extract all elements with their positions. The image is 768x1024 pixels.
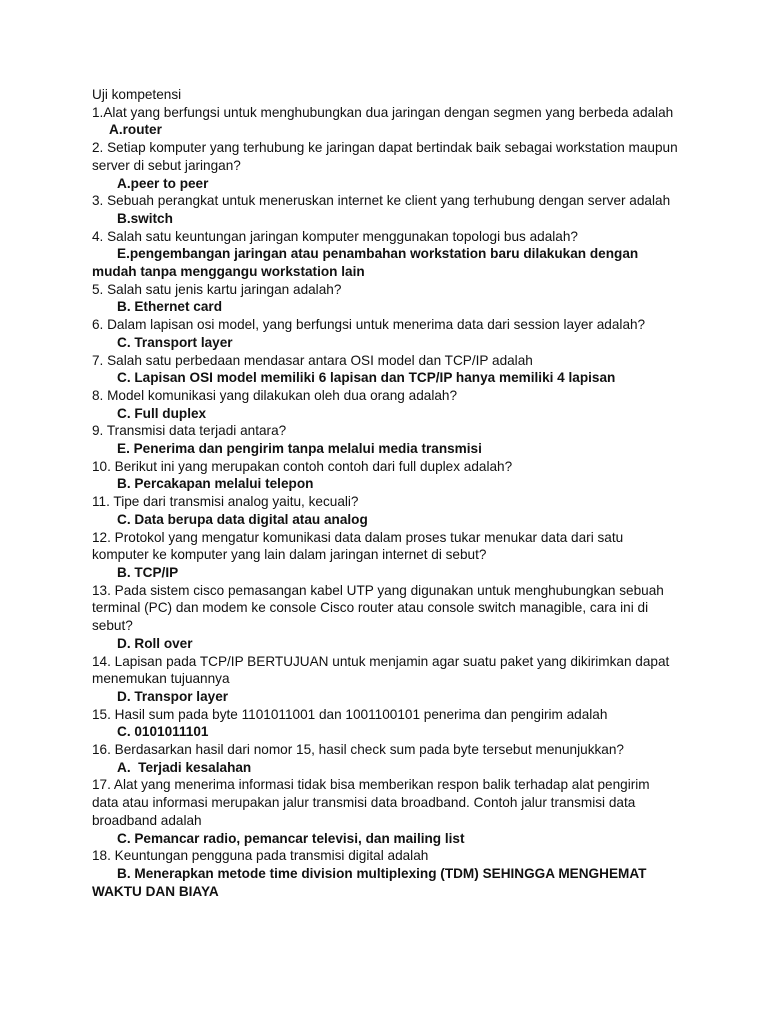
answer-text: A.peer to peer — [117, 175, 209, 191]
answer-text: A. Terjadi kesalahan — [117, 759, 252, 775]
question-text: 18. Keuntungan pengguna pada transmisi digital adalah — [92, 848, 429, 864]
question-text: 5. Salah satu jenis kartu jaringan adalah? — [92, 281, 342, 297]
answer-text: B. Ethernet card — [117, 299, 222, 315]
answer-text: D. Transpor layer — [117, 688, 229, 704]
document-title: Uji kompetensi — [92, 87, 182, 102]
question-text: 6. Dalam lapisan osi model, yang berfungsi untuk menerima data dari session layer adalah? — [92, 317, 646, 333]
question-list — [92, 104, 682, 901]
question-text: 7. Salah satu perbedaan mendasar antara OSI model dan TCP/IP adalah — [92, 352, 533, 368]
answer-text: B. Percakapan melalui telepon — [117, 476, 314, 492]
question-text: 10. Berikut ini yang merupakan contoh contoh dari full duplex adalah? — [92, 458, 513, 474]
answer-text: B.switch — [117, 210, 173, 226]
answer-text: B. TCP/IP — [117, 564, 179, 580]
question-text: 12. Protokol yang mengatur komunikasi data dalam proses tukar menukar data dari satu komputer ke komputer yang lain dalam jaringan internet di sebut? — [92, 529, 627, 563]
answer-text: D. Roll over — [117, 635, 193, 651]
document-page — [92, 86, 682, 900]
question-text: 9. Transmisi data terjadi antara? — [92, 423, 287, 439]
answer-text: E. Penerima dan pengirim tanpa melalui media transmisi — [117, 441, 482, 457]
answer-text: C. Data berupa data digital atau analog — [117, 511, 368, 527]
question-text: 11. Tipe dari transmisi analog yaitu, kecuali? — [92, 494, 359, 510]
question-text: 17. Alat yang menerima informasi tidak bisa memberikan respon balik terhadap alat pengirim data atau informasi merupakan jalur transmisi data broadband. Contoh jalur transmisi data broadband adalah — [92, 777, 654, 828]
question-text: 8. Model komunikasi yang dilakukan oleh dua orang adalah? — [92, 387, 458, 403]
answer-text: A.router — [109, 122, 162, 138]
answer-text: E.pengembangan jaringan atau penambahan workstation baru dilakukan dengan mudah tanpa menggangu workstation lain — [92, 246, 642, 280]
question-text: 13. Pada sistem cisco pemasangan kabel UTP yang digunakan untuk menghubungkan sebuah terminal (PC) dan modem ke console Cisco router atau console switch managible, cara ini di sebut? — [92, 582, 668, 634]
question-text: 16. Berdasarkan hasil dari nomor 15, hasil check sum pada byte tersebut menunjukkan? — [92, 742, 624, 758]
answer-text: C. Lapisan OSI model memiliki 6 lapisan dan TCP/IP hanya memiliki 4 lapisan — [117, 370, 616, 386]
answer-text: C. Full duplex — [117, 405, 207, 421]
question-text: 15. Hasil sum pada byte 1101011001 dan 1001100101 penerima dan pengirim adalah — [92, 706, 608, 722]
question-text: 4. Salah satu keuntungan jaringan komputer menggunakan topologi bus adalah? — [92, 228, 578, 244]
answer-text: C. 0101011101 — [117, 724, 209, 740]
answer-text: C. Transport layer — [117, 334, 233, 350]
question-text: 3. Sebuah perangkat untuk meneruskan internet ke client yang terhubung dengan server adalah — [92, 193, 671, 209]
question-text: 2. Setiap komputer yang terhubung ke jaringan dapat bertindak baik sebagai workstation maupun server di sebut jaringan? — [92, 140, 682, 173]
question-text: 14. Lapisan pada TCP/IP BERTUJUAN untuk menjamin agar suatu paket yang dikirimkan dapat menemukan tujuannya — [92, 653, 674, 687]
answer-text: C. Pemancar radio, pemancar televisi, dan mailing list — [117, 830, 465, 846]
question-text: 1.Alat yang berfungsi untuk menghubungkan dua jaringan dengan segmen yang berbeda adalah — [92, 104, 674, 120]
answer-text: B. Menerapkan metode time division multiplexing (TDM) SEHINGGA MENGHEMAT WAKTU DAN BIAYA — [92, 865, 651, 899]
